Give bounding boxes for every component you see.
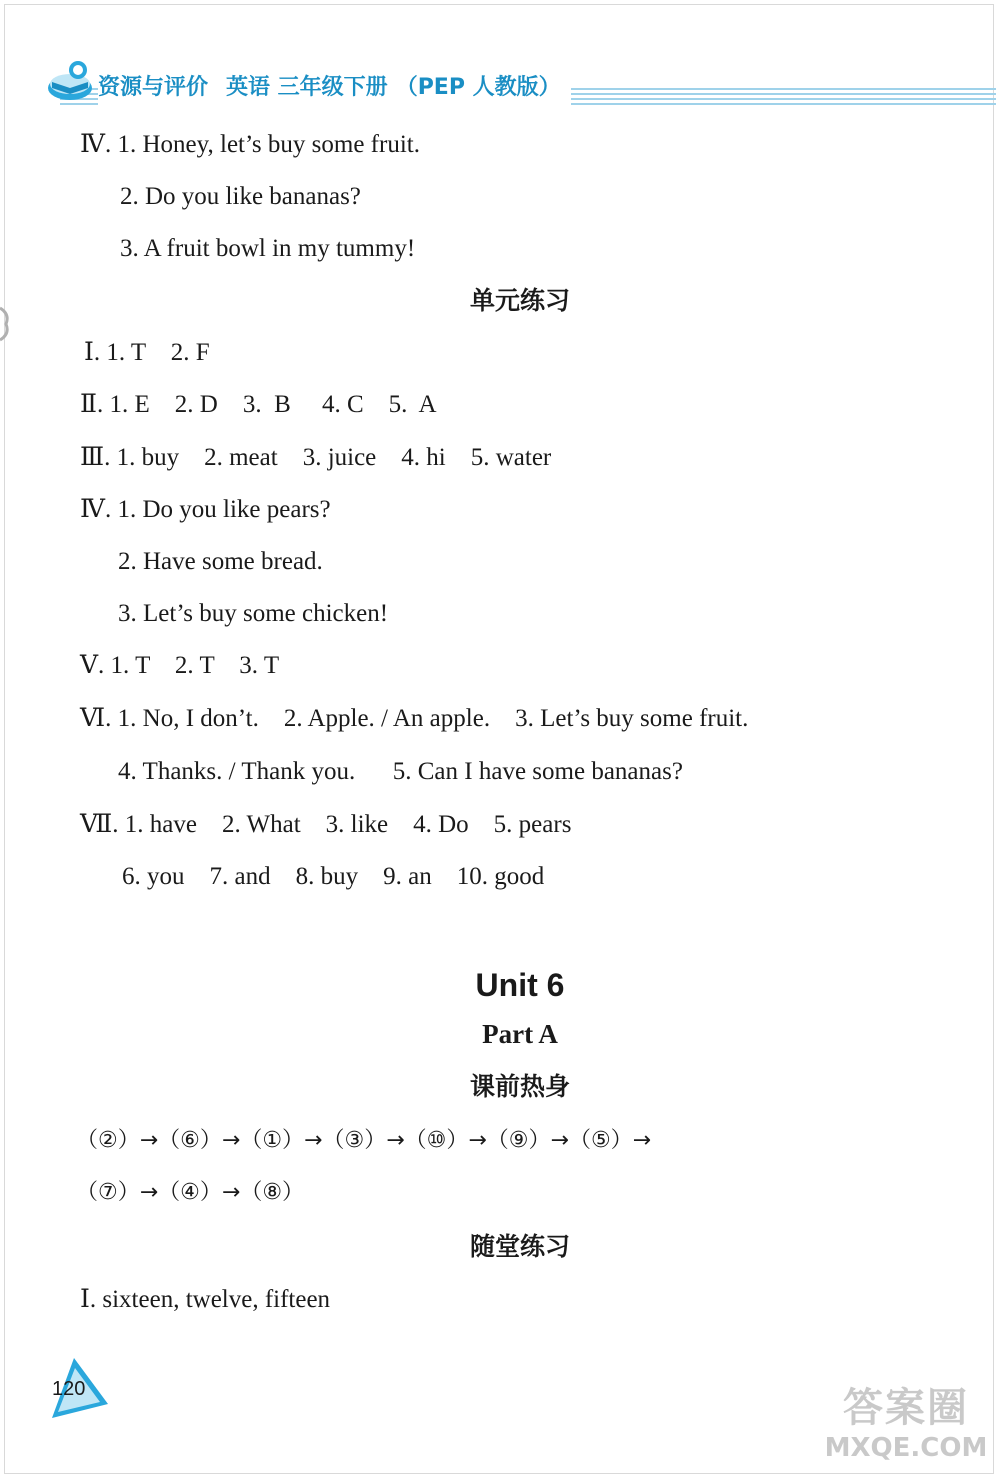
unit-title: Unit 6 (475, 967, 565, 1003)
watermark (822, 1384, 990, 1474)
answer-line: 3. A fruit bowl in my tummy! (120, 235, 416, 262)
answer-line: Ⅳ. 1. Honey, let’s buy some fruit. (80, 131, 420, 158)
answer-line: 3. Let’s buy some chicken! (118, 600, 389, 627)
answer-line: 4. Thanks. / Thank you. 5. Can I have some bananas? (118, 758, 683, 785)
section-heading-class-practice: 随堂练习 (469, 1232, 570, 1261)
answer-line: 2. Do you like bananas? (120, 183, 361, 210)
section-heading-unit-practice: 单元练习 (469, 286, 570, 315)
answer-line: Ⅰ. sixteen, twelve, fifteen (80, 1286, 331, 1313)
sequence-line: （⑦）→（④）→（⑧） (76, 1180, 305, 1205)
answer-line: Ⅶ. 1. have 2. What 3. like 4. Do 5. pears (80, 811, 572, 838)
answer-line: Ⅰ. 1. T 2. F (84, 339, 210, 366)
answer-line: Ⅴ. 1. T 2. T 3. T (80, 652, 280, 679)
header-edition: （PEP 人教版） (395, 75, 561, 100)
header-subject: 英语 三年级下册 (226, 75, 388, 100)
watermark-text: 答案圈 (843, 1385, 969, 1431)
header-title (98, 70, 571, 106)
book-logo-icon (44, 58, 96, 106)
watermark-url: MXQE.COM (824, 1433, 988, 1463)
answer-line: 2. Have some bread. (118, 548, 323, 575)
page-header (0, 54, 1000, 114)
page-number: 120 (52, 1378, 86, 1400)
part-title: Part A (482, 1019, 558, 1049)
answer-line: Ⅱ. 1. E 2. D 3. B 4. C 5. A (80, 391, 437, 418)
header-brand: 资源与评价 (98, 75, 209, 100)
section-heading-warmup: 课前热身 (469, 1072, 570, 1101)
sequence-line: （②）→（⑥）→（①）→（③）→（⑩）→（⑨）→（⑤）→ (76, 1128, 652, 1153)
answer-line: Ⅳ. 1. Do you like pears? (80, 496, 331, 523)
answer-line: 6. you 7. and 8. buy 9. an 10. good (122, 863, 545, 890)
answer-line: Ⅵ. 1. No, I don’t. 2. Apple. / An apple. 3. Let’s buy some fruit. (80, 705, 749, 732)
answer-line: Ⅲ. 1. buy 2. meat 3. juice 4. hi 5. water (80, 444, 552, 471)
